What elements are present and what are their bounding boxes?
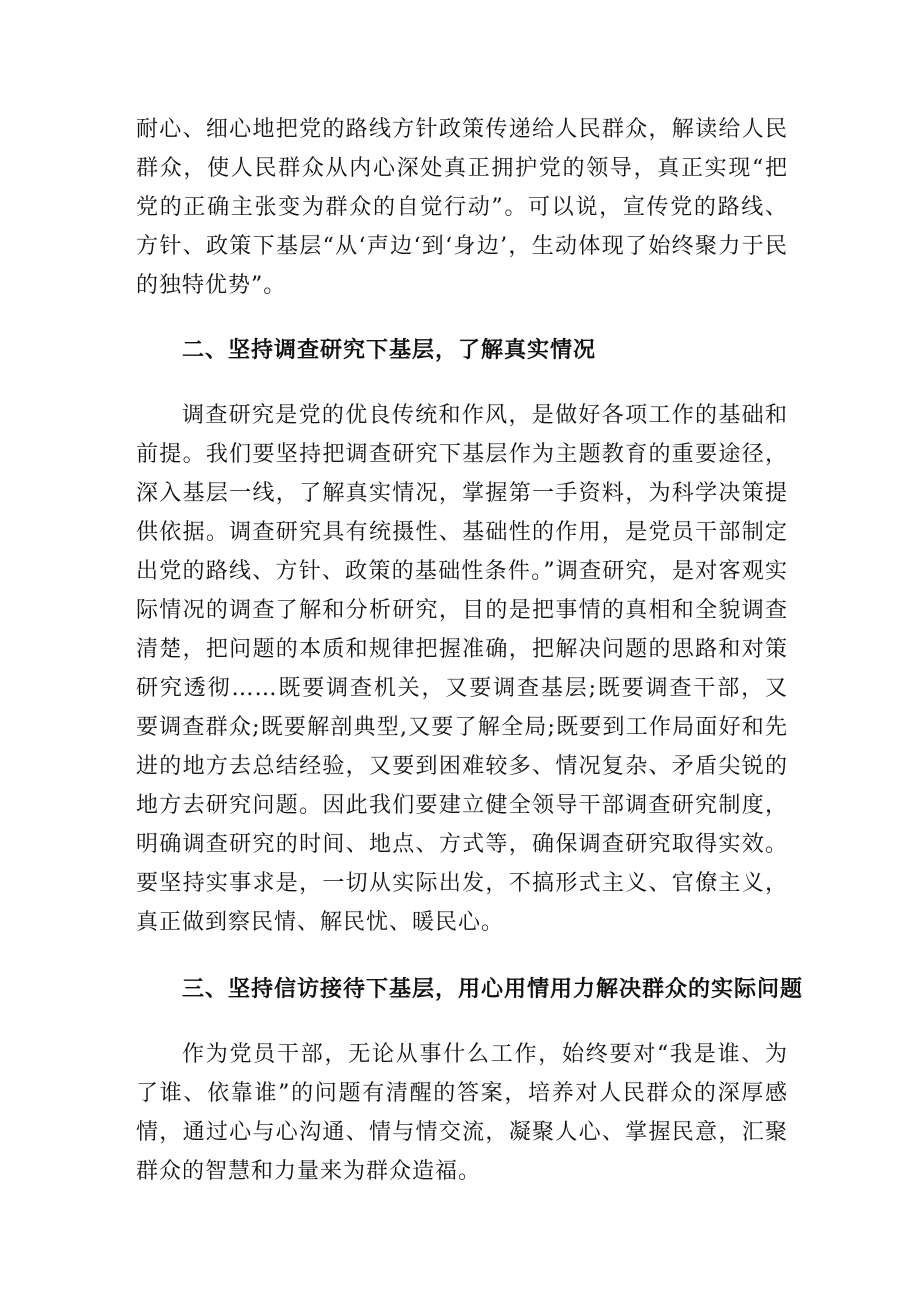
- section-heading-investigation: 二、坚持调查研究下基层，了解真实情况: [182, 337, 597, 363]
- document-page: [136, 110, 804, 1191]
- section-heading-petition: 三、坚持信访接待下基层，用心用情用力解决群众的实际问题: [182, 976, 804, 1002]
- paragraph-investigation: 调查研究是党的优良传统和作风，是做好各项工作的基础和前提。我们要坚持把调查研究下基层作为主题教育的重要途径，深入基层一线，了解真实情况，掌握第一手资料，为科学决策提供依据。调查研究具有统摄性、基础性的作用，是党员干部制定出党的路线、方针、政策的基础性条件。”调查研究，是对客观实际情况的调查了解和分析研究，目的是把事情的真相和全貌调查清楚，把问题的本质和规律把握准确，把解决问题的思路和对策研究透彻……既要调查机关，又要调查基层;既要调查干部，又要调查群众;既要解剖典型,又要了解全局;既要到工作局面好和先进的地方去总结经验，又要到困难较多、情况复杂、矛盾尖锐的地方去研究问题。因此我们要建立健全领导干部调查研究制度，明确调查研究的时间、地点、方式等，确保调查研究取得实效。要坚持实事求是，一切从实际出发，不搞形式主义、官僚主义，真正做到察民情、解民忧、暖民心。: [136, 403, 788, 935]
- paragraph-continuation: 耐心、细心地把党的路线方针政策传递给人民群众，解读给人民群众，使人民群众从内心深处真正拥护党的领导，真正实现“把党的正确主张变为群众的自觉行动”。可以说，宣传党的路线、方针、政策下基层“从‘声边‘到‘身边’，生动体现了始终聚力于民的独特优势”。: [136, 117, 788, 298]
- paragraph-petition: 作为党员干部，无论从事什么工作，始终要对“我是谁、为了谁、依靠谁”的问题有清醒的答案，培养对人民群众的深厚感情，通过心与心沟通、情与情交流，凝聚人心、掌握民意，汇聚群众的智慧和力量来为群众造福。: [136, 1042, 788, 1184]
